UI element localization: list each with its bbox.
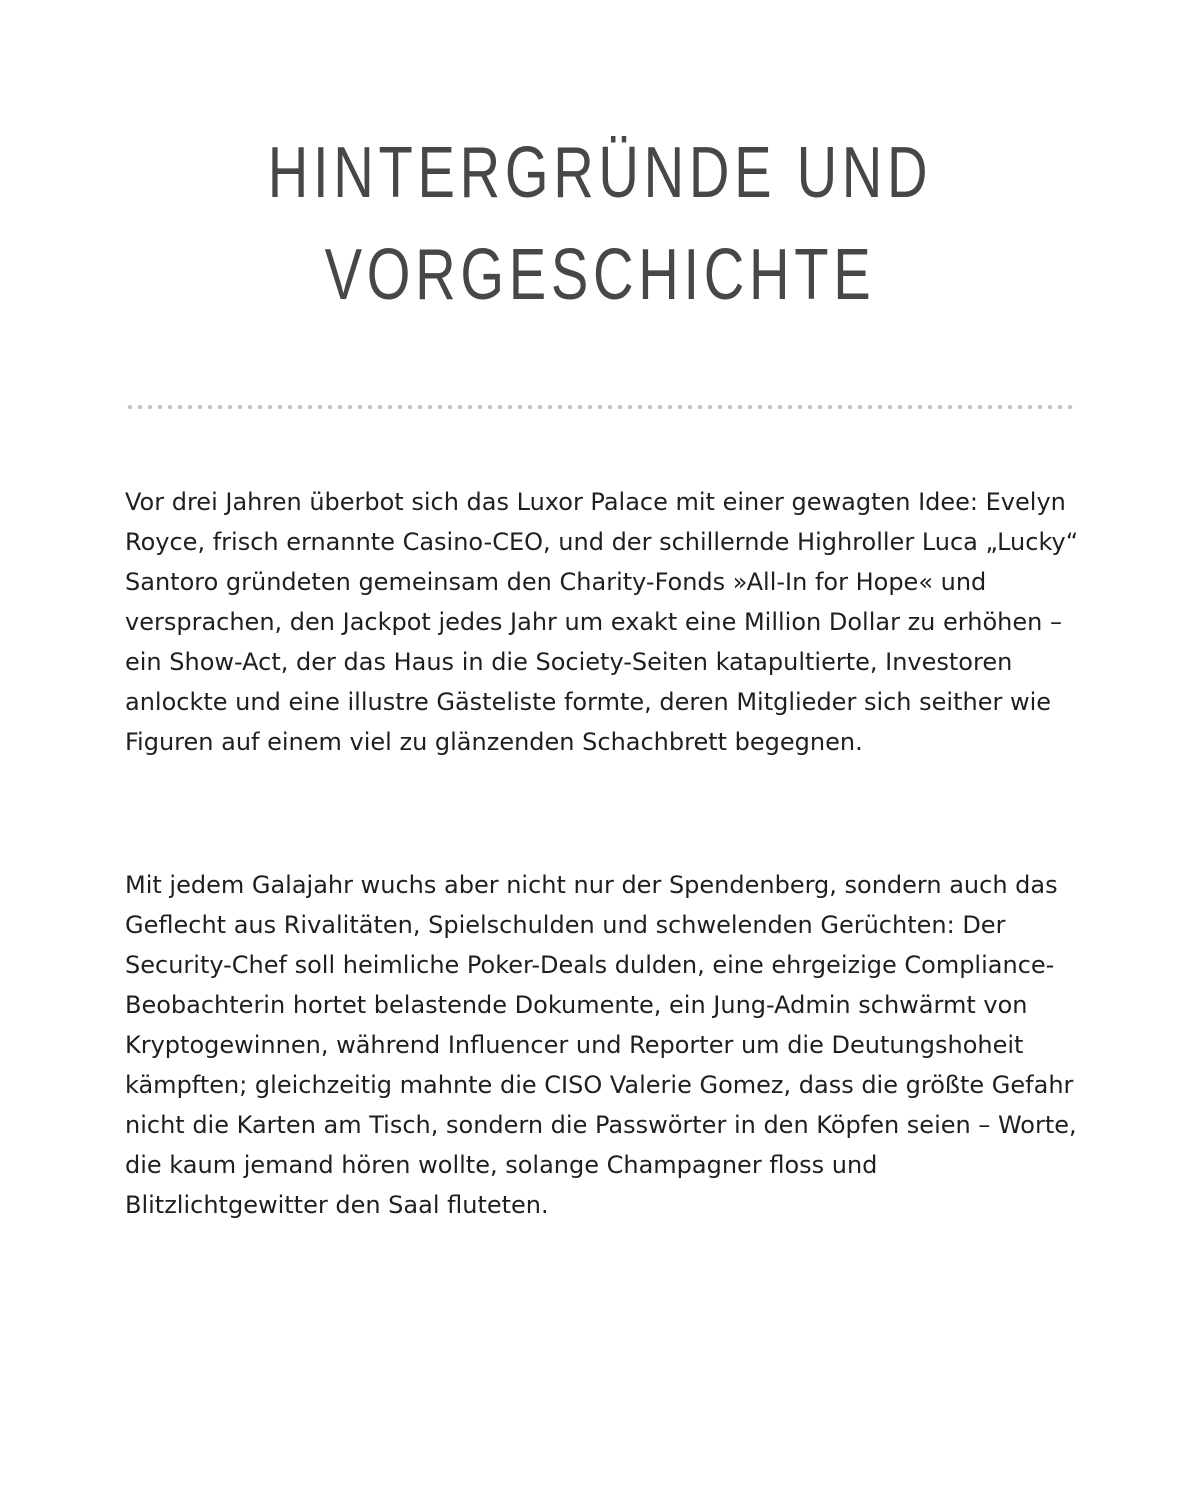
- dotted-divider: [125, 404, 1075, 410]
- paragraph-2: Mit jedem Galajahr wuchs aber nicht nur der Spendenberg, sondern auch das Geflecht aus Rivalitäten, Spielschulden und schwelenden Gerüchten: Der Security-Chef soll heimliche Poker-Deals dulden, eine ehrgeizige Compliance-Beobachterin hortet belastende Dokumente, ein Jung-Admin schwärmt von Kryptogewinnen, während Influencer und Reporter um die Deutungshoheit kämpften; gleichzeitig mahnte die CISO Valerie Gomez, dass die größte Gefahr nicht die Karten am Tisch, sondern die Passwörter in den Köpfen seien – Worte, die kaum jemand hören wollte, solange Champagner floss und Blitzlichtgewitter den Saal fluteten.: [125, 871, 1077, 1219]
- paragraph-1: Vor drei Jahren überbot sich das Luxor Palace mit einer gewagten Idee: Evelyn Royce, frisch ernannte Casino-CEO, und der schillernde Highroller Luca „Lucky“ Santoro gründeten gemeinsam den Charity-Fonds »All-In for Hope« und versprachen, den Jackpot jedes Jahr um exakt eine Million Dollar zu erhöhen – ein Show-Act, der das Haus in die Society-Seiten katapultierte, Investoren anlockte und eine illustre Gästeliste formte, deren Mitglieder sich seither wie Figuren auf einem viel zu glänzenden Schachbrett begegnen.: [125, 488, 1079, 756]
- page-title: HINTERGRÜNDE UND VORGESCHICHTE: [267, 133, 933, 315]
